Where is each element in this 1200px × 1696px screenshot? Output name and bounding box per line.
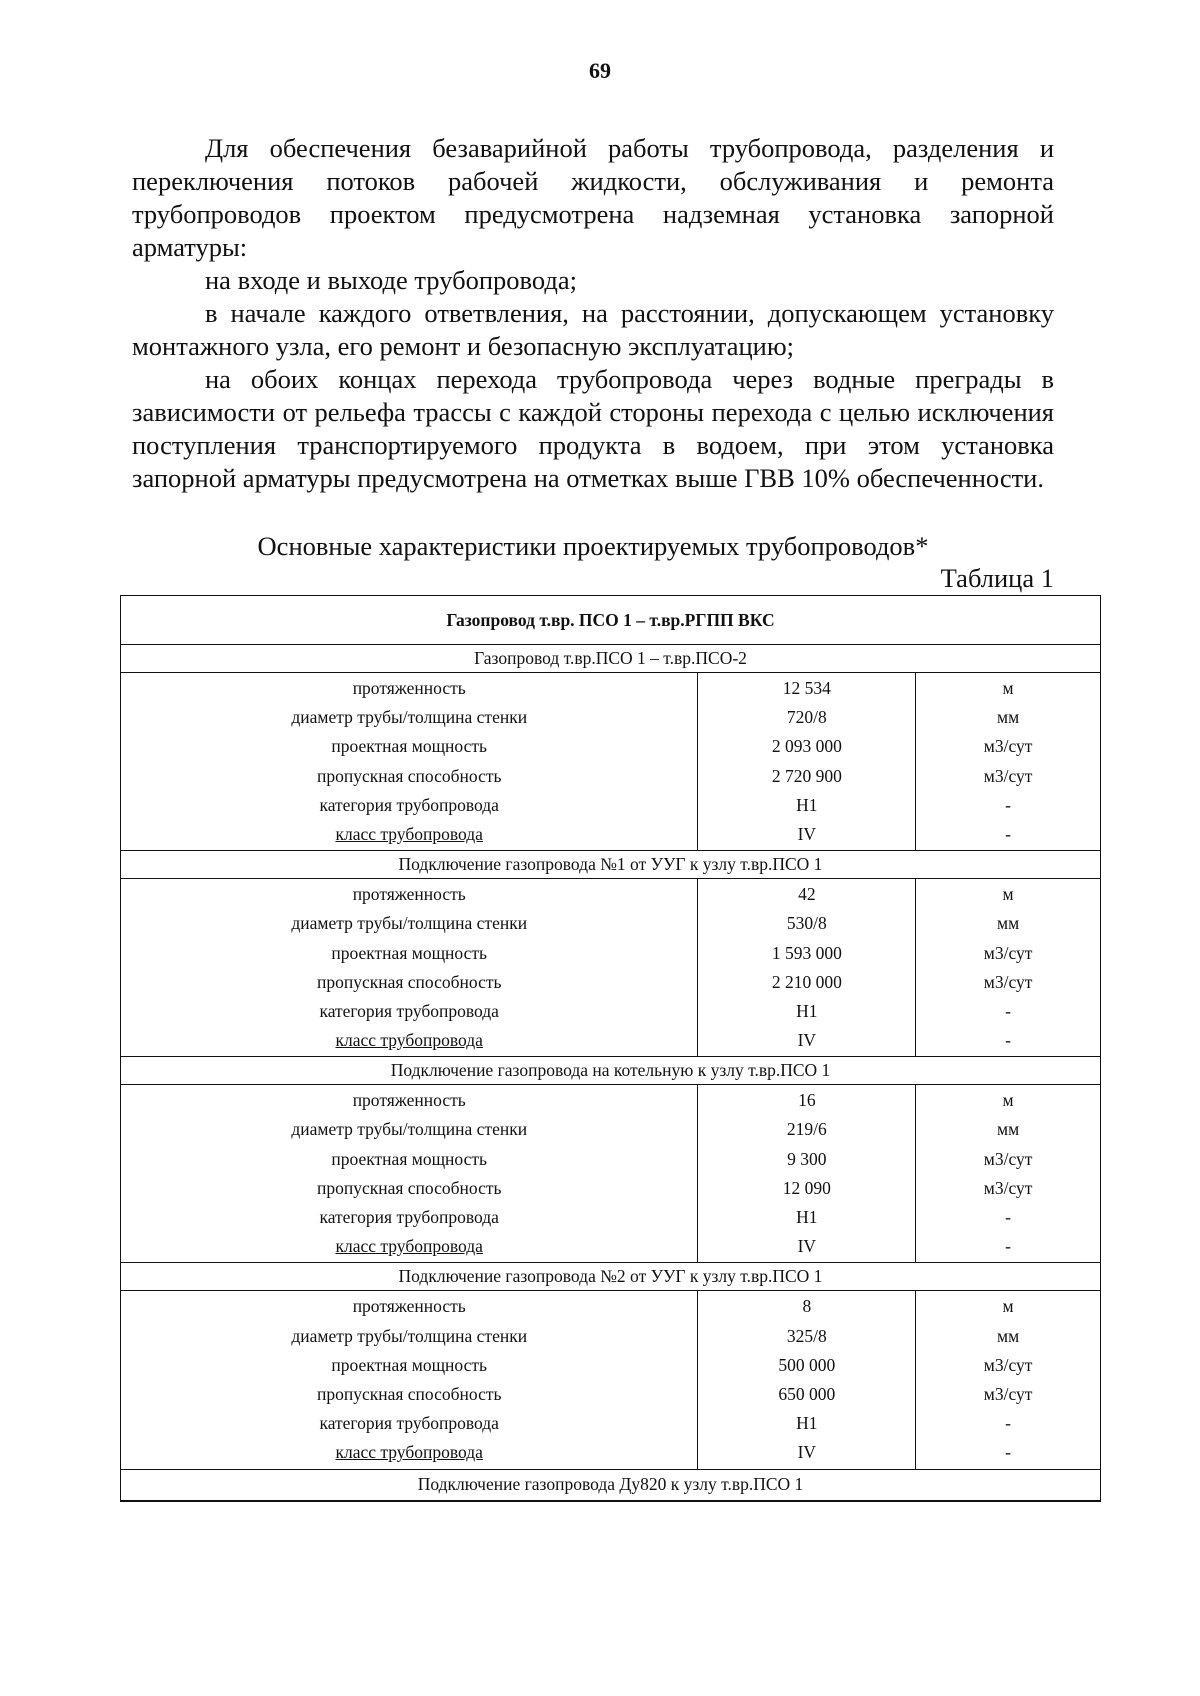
paragraph: в начале каждого ответвления, на расстоянии, допускающем установку монтажного узла, его ремонт и безопасную эксплуатацию; (132, 298, 1054, 361)
value-cell: 500 000 (778, 1354, 836, 1375)
unit-cell: м (1002, 1090, 1014, 1111)
param-column (121, 1291, 698, 1469)
unit-cell: м (1002, 884, 1014, 905)
unit-cell: м3/сут (983, 1383, 1033, 1404)
param-cell: категория трубопровода (319, 1413, 499, 1434)
unit-column (916, 879, 1101, 1057)
param-cell: проектная мощность (331, 942, 487, 963)
value-cell: 8 (802, 1296, 812, 1317)
value-cell: 219/6 (786, 1119, 827, 1140)
param-column (121, 1085, 698, 1263)
unit-cell: м (1002, 1296, 1014, 1317)
param-cell: класс трубопровода (335, 1442, 483, 1463)
param-cell: класс трубопровода (335, 1236, 483, 1257)
paragraph: на входе и выходе трубопровода; (205, 265, 577, 295)
param-cell: проектная мощность (331, 1354, 487, 1375)
unit-cell: - (1005, 1207, 1011, 1227)
param-column (121, 673, 698, 851)
value-column (698, 879, 916, 1057)
param-cell: протяженность (352, 1090, 466, 1111)
value-cell: 650 000 (778, 1383, 836, 1404)
value-cell: Н1 (796, 1413, 818, 1434)
unit-cell: м3/сут (983, 765, 1033, 786)
section-body-row (121, 879, 1101, 1057)
unit-cell: м3/сут (983, 1177, 1033, 1198)
unit-cell: м3/сут (983, 971, 1033, 992)
section-header-row (121, 851, 1101, 879)
value-column (698, 673, 916, 851)
value-cell: IV (797, 1236, 817, 1257)
unit-cell: - (1005, 1413, 1011, 1434)
value-cell: 12 534 (782, 678, 831, 698)
unit-cell: - (1005, 823, 1011, 844)
unit-cell: мм (997, 913, 1020, 934)
value-cell: 2 210 000 (771, 971, 842, 992)
param-cell: категория трубопровода (319, 1207, 499, 1227)
unit-cell: м3/сут (983, 736, 1033, 757)
value-column (698, 1085, 916, 1263)
value-cell: 9 300 (787, 1148, 827, 1169)
unit-cell: - (1005, 1000, 1011, 1021)
unit-cell: м3/сут (983, 1148, 1033, 1169)
table-caption: Основные характеристики проектируемых трубопроводов* (257, 531, 929, 561)
param-cell: класс трубопровода (335, 823, 483, 844)
section-header-row (121, 1263, 1101, 1291)
unit-cell: мм (997, 707, 1020, 728)
value-cell: Н1 (796, 1207, 818, 1227)
param-cell: диаметр трубы/толщина стенки (291, 1119, 528, 1140)
param-cell: пропускная способность (316, 1177, 502, 1198)
page-number: 69 (589, 58, 611, 83)
value-cell: Н1 (796, 794, 818, 815)
value-cell: 2 093 000 (771, 736, 842, 757)
unit-cell: м3/сут (983, 942, 1033, 963)
section-title: Подключение газопровода №1 от УУГ к узлу т.вр.ПСО 1 (121, 851, 1101, 879)
table-number: Таблица 1 (940, 563, 1054, 593)
param-cell: диаметр трубы/толщина стенки (291, 1325, 528, 1346)
unit-cell: - (1005, 1442, 1011, 1463)
param-cell: протяженность (352, 884, 466, 905)
value-cell: 720/8 (786, 707, 827, 728)
value-cell: 16 (798, 1090, 816, 1111)
unit-cell: - (1005, 1030, 1011, 1051)
unit-cell: м3/сут (983, 1354, 1033, 1375)
param-cell: категория трубопровода (319, 794, 499, 815)
unit-cell: м (1002, 678, 1014, 698)
section-body-row (121, 1085, 1101, 1263)
pipeline-spec-table (120, 595, 1101, 1502)
value-cell: 12 090 (782, 1177, 831, 1198)
unit-cell: мм (997, 1325, 1020, 1346)
value-cell: IV (797, 823, 817, 844)
param-cell: проектная мощность (331, 1148, 487, 1169)
section-header-row (121, 1469, 1101, 1501)
param-cell: проектная мощность (331, 736, 487, 757)
value-cell: 325/8 (786, 1325, 827, 1346)
value-cell: 2 720 900 (771, 765, 842, 786)
param-cell: пропускная способность (316, 971, 502, 992)
unit-column (916, 1291, 1101, 1469)
section-title: Подключение газопровода на котельную к узлу т.вр.ПСО 1 (121, 1057, 1101, 1085)
unit-cell: - (1005, 1236, 1011, 1257)
table-header-row (121, 596, 1101, 645)
paragraph: на обоих концах перехода трубопровода через водные преграды в зависимости от рельефа трассы с каждой стороны перехода с целью исключения поступления транспортируемого продукта в водоем, при этом установка запорной арматуры предусмотрена на отметках выше ГВВ 10% обеспеченности. (132, 364, 1054, 493)
value-cell: 530/8 (786, 913, 827, 934)
section-header-row (121, 1057, 1101, 1085)
param-cell: диаметр трубы/толщина стенки (291, 707, 528, 728)
section-body-row (121, 1291, 1101, 1469)
section-body-row (121, 673, 1101, 851)
value-cell: 42 (798, 884, 816, 905)
value-cell: IV (797, 1442, 817, 1463)
param-cell: протяженность (352, 678, 466, 698)
table-main-header: Газопровод т.вр. ПСО 1 – т.вр.РГПП ВКС (121, 596, 1101, 645)
value-cell: IV (797, 1030, 817, 1051)
paragraph: Для обеспечения безаварийной работы трубопровода, разделения и переключения потоков рабочей жидкости, обслуживания и ремонта трубопроводов проектом предусмотрена надземная установка запорной арматуры: (132, 133, 1054, 262)
param-cell: протяженность (352, 1296, 466, 1317)
body-text (132, 132, 1054, 495)
section-title: Подключение газопровода №2 от УУГ к узлу т.вр.ПСО 1 (121, 1263, 1101, 1291)
unit-cell: - (1005, 794, 1011, 815)
param-cell: пропускная способность (316, 765, 502, 786)
unit-cell: мм (997, 1119, 1020, 1140)
section-header-row (121, 645, 1101, 673)
param-cell: категория трубопровода (319, 1000, 499, 1021)
param-column (121, 879, 698, 1057)
value-cell: 1 593 000 (771, 942, 842, 963)
value-cell: Н1 (796, 1000, 818, 1021)
param-cell: диаметр трубы/толщина стенки (291, 913, 528, 934)
unit-column (916, 1085, 1101, 1263)
param-cell: пропускная способность (316, 1383, 502, 1404)
param-cell: класс трубопровода (335, 1030, 483, 1051)
section-title: Подключение газопровода Ду820 к узлу т.вр.ПСО 1 (121, 1469, 1101, 1501)
section-title: Газопровод т.вр.ПСО 1 – т.вр.ПСО-2 (121, 645, 1101, 673)
unit-column (916, 673, 1101, 851)
value-column (698, 1291, 916, 1469)
